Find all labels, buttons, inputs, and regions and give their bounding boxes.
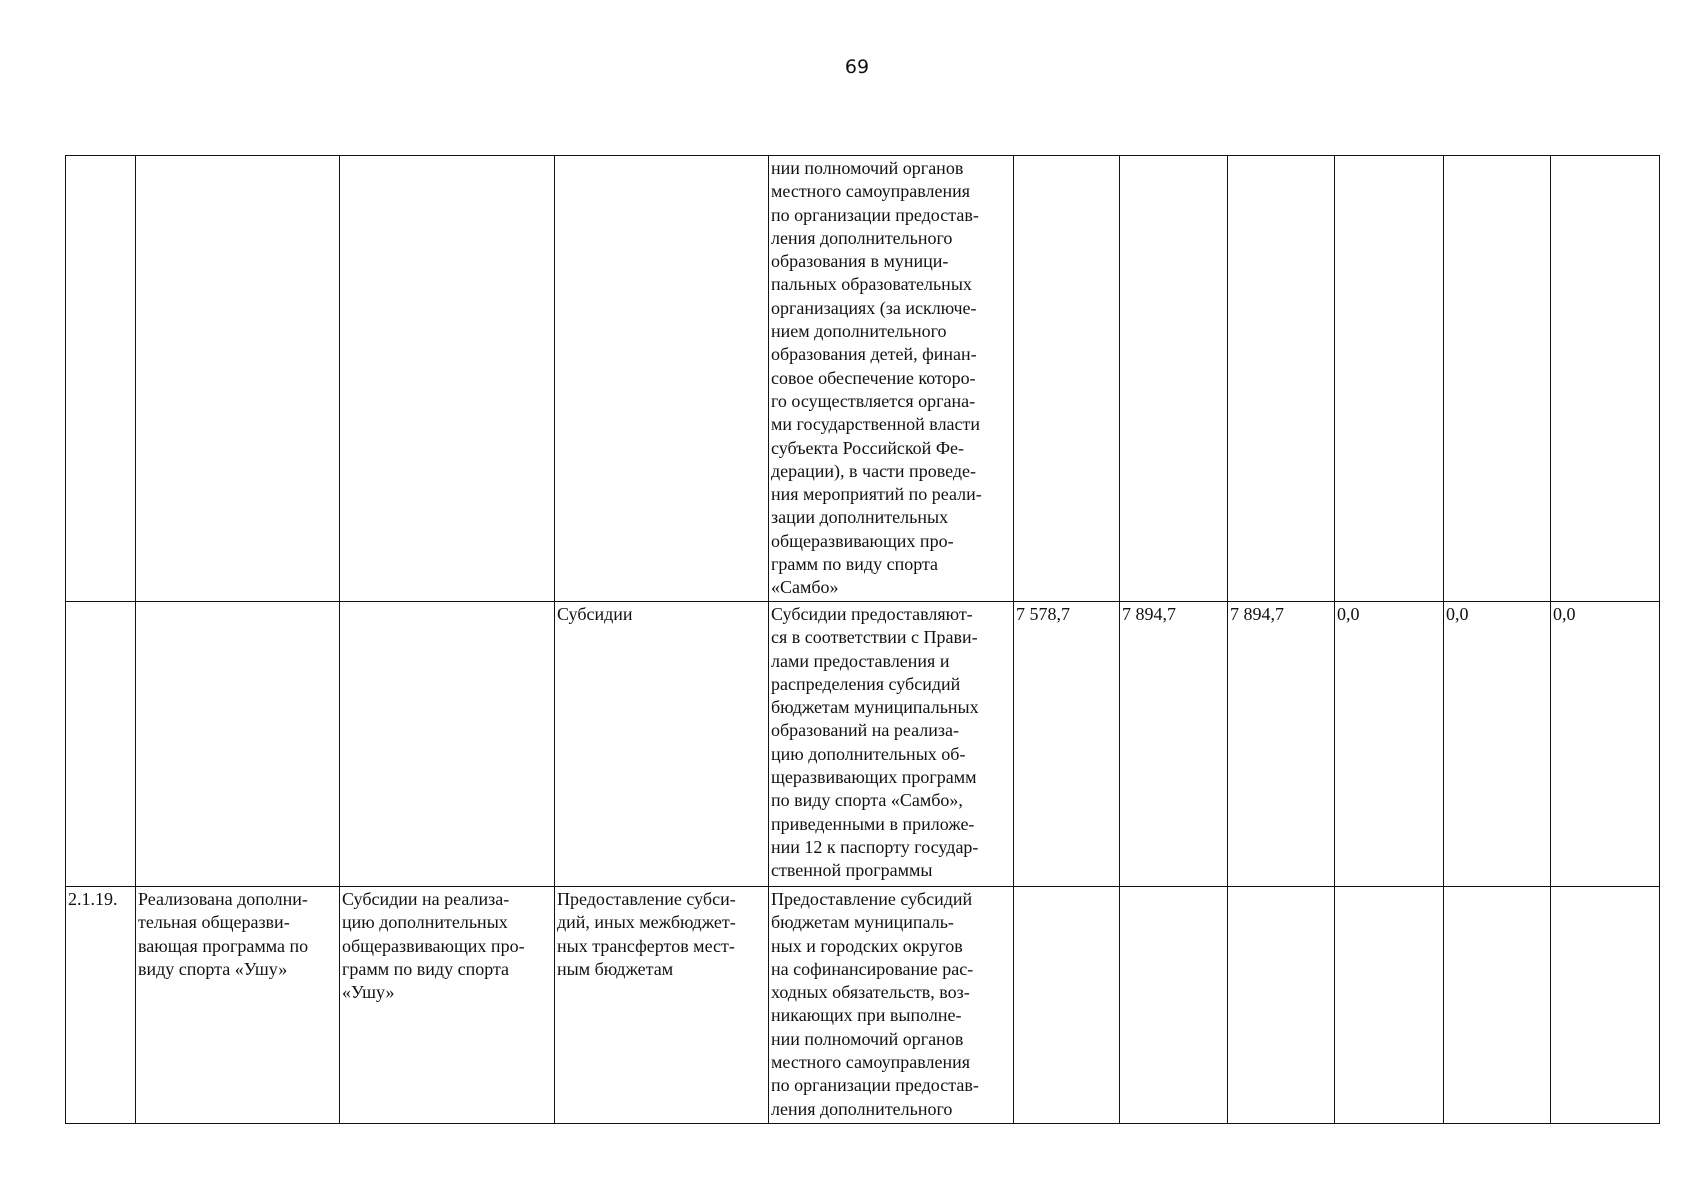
cell-result-description: Предоставление субсидий бюджетам муниципаль- ных и городских округов на софинансирование рас- ходных обязательств, воз- никающих при выполне- нии полномочий органов местного самоуправления по организации предостав- ления дополнительного (769, 887, 1014, 1124)
cell-value-2: 7 894,7 (1120, 602, 1228, 887)
cell-value-4 (1335, 156, 1444, 602)
cell-value-1 (1014, 887, 1120, 1124)
cell-result-description: Субсидии предоставляют- ся в соответствии с Прави- лами предоставления и распределения субсидий бюджетам муниципальных образований на реализа- цию дополнительных об- щеразвивающих программ по виду спорта «Самбо», приведенными в приложе- нии 12 к паспорту государ- ственной программы (769, 602, 1014, 887)
cell-number: 2.1.19. (66, 887, 136, 1124)
cell-value-3 (1228, 887, 1335, 1124)
table-row (66, 156, 1660, 602)
cell-value-6 (1551, 887, 1660, 1124)
cell-mechanism: Предоставление субси- дий, иных межбюджет- ных трансфертов мест- ным бюджетам (555, 887, 769, 1124)
cell-number (66, 602, 136, 887)
cell-value-3 (1228, 156, 1335, 602)
cell-value-4: 0,0 (1335, 602, 1444, 887)
page-number: 69 (844, 56, 870, 78)
table-row (66, 602, 1660, 887)
cell-value-5 (1444, 156, 1551, 602)
cell-value-4 (1335, 887, 1444, 1124)
cell-task (136, 602, 340, 887)
cell-value-2 (1120, 156, 1228, 602)
table-row (66, 887, 1660, 1124)
cell-value-6 (1551, 156, 1660, 602)
cell-task: Реализована дополни- тельная общеразви- вающая программа по виду спорта «Ушу» (136, 887, 340, 1124)
cell-task (136, 156, 340, 602)
cell-value-6: 0,0 (1551, 602, 1660, 887)
cell-result-description: нии полномочий органов местного самоуправления по организации предостав- ления дополнительного образования в муници- пальных образовательных организациях (за исключе- нием дополнительного образования детей, финан- совое обеспечение которо- го осуществляется органа- ми государственной власти субъекта Российской Фе- дерации), в части проведе- ния мероприятий по реали- зации дополнительных общеразвивающих про- грамм по виду спорта «Самбо» (769, 156, 1014, 602)
cell-value-1: 7 578,7 (1014, 602, 1120, 887)
cell-number (66, 156, 136, 602)
cell-value-5 (1444, 887, 1551, 1124)
cell-mechanism: Субсидии (555, 602, 769, 887)
cell-mechanism (555, 156, 769, 602)
cell-value-1 (1014, 156, 1120, 602)
cell-value-2 (1120, 887, 1228, 1124)
cell-event: Субсидии на реализа- цию дополнительных общеразвивающих про- грамм по виду спорта «Ушу» (340, 887, 555, 1124)
cell-value-3: 7 894,7 (1228, 602, 1335, 887)
cell-event (340, 602, 555, 887)
program-table (65, 155, 1660, 1124)
cell-value-5: 0,0 (1444, 602, 1551, 887)
cell-event (340, 156, 555, 602)
